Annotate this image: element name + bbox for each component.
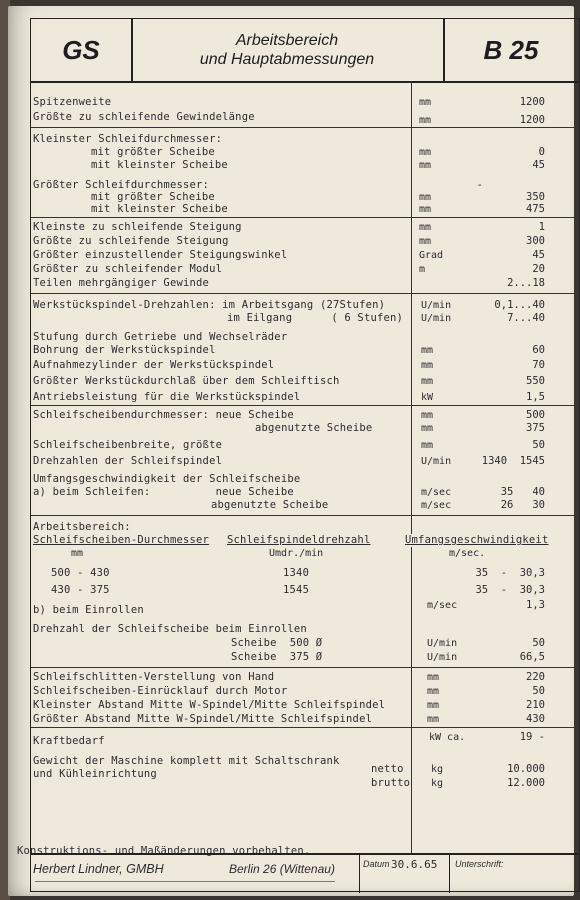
spec-label: Teilen mehrgängiger Gewinde [33,277,210,289]
spec-value: 50 [532,439,545,451]
work-table-unit-mm: mm [71,548,84,559]
spec-label: b) beim Einrollen [33,604,144,616]
spec-unit: mm [427,714,440,725]
spec-unit: kg [431,764,444,775]
spec-label: Kleinste zu schleifende Steigung [33,221,242,233]
spec-unit: mm [421,410,434,421]
spec-unit: U/min [427,638,458,649]
header-title [131,19,445,81]
spec-unit: kW ca. [429,732,466,743]
spec-label: Größter Schleifdurchmesser: [33,179,210,191]
spec-unit: mm [419,192,432,203]
section-divider [31,293,579,294]
spec-value: 350 [526,191,545,203]
spec-label: a) beim Schleifen: neue Scheibe [33,486,294,498]
spec-label: abgenutzte Scheibe [255,422,373,434]
footer-city: Berlin 26 (Wittenau) [229,862,335,876]
spec-unit: U/min [421,456,452,467]
spec-label: Gewicht der Maschine komplett mit Schaltschrank [33,755,340,767]
spec-label: Aufnahmezylinder der Werkstückspindel [33,359,275,371]
spec-label: Größter Werkstückdurchlaß über dem Schleiftisch [33,375,340,387]
work-table-col-speed: Schleifspindeldrehzahl [227,534,371,546]
spec-value: 430 [526,713,545,725]
spec-label: Drehzahl der Schleifscheibe beim Einrollen [33,623,307,635]
spec-label: im Eilgang ( 6 Stufen) [227,312,404,324]
spec-value: 1200 [519,114,545,126]
work-table-unit-msec: m/sec. [449,548,486,559]
footer-signature-block [449,855,579,893]
work-table-col-velocity: Umfangsgeschwindigkeit [405,534,549,546]
spec-label: und Kühleinrichtung [33,768,157,780]
spec-label: Spitzenweite [33,96,112,108]
spec-value: 0,1...40 [494,299,545,311]
spec-label: Scheibe 375 Ø [231,651,323,663]
section-divider [31,405,579,406]
spec-unit: mm [419,204,432,215]
spec-value: 550 [526,375,545,387]
spec-value: 45 [532,159,545,171]
spec-label: Schleifschlitten-Verstellung von Hand [33,671,275,683]
spec-unit: U/min [421,300,452,311]
spec-label: Antriebsleistung für die Werkstückspindel [33,391,301,403]
spec-label: Größte zu schleifende Gewindelänge [33,111,255,123]
work-table-col-diameter: Schleifscheiben-Durchmesser [33,534,210,546]
spec-value: 220 [526,671,545,683]
spec-unit: mm [421,345,434,356]
work-table-title: Arbeitsbereich: [33,521,131,533]
spec-unit: m/sec [427,600,458,611]
spec-value: 50 [532,685,545,697]
work-table-diameter: 430 - 375 [51,584,110,596]
section-divider [31,127,579,128]
section-divider [31,515,579,516]
disclaimer-note: Konstruktions- und Maßänderungen vorbehalten. [17,845,311,857]
spec-unit: U/min [421,313,452,324]
spec-value: 1,3 [526,599,545,611]
spec-value: 1 [538,221,545,233]
spec-label: Kraftbedarf [33,735,105,747]
work-table-unit-rpm: Umdr./min [269,548,324,559]
spec-unit: m/sec [421,487,452,498]
section-divider [31,217,579,218]
spec-sheet-frame [17,18,580,892]
spec-unit: mm [427,672,440,683]
spec-label: Kleinster Schleifdurchmesser: [33,133,223,145]
spec-value: 7...40 [507,312,545,324]
spec-label: Größter Abstand Mitte W-Spindel/Mitte Schleifspindel [33,713,373,725]
spec-label: Bohrung der Werkstückspindel [33,344,216,356]
spec-label: Stufung durch Getriebe und Wechselräder [33,331,288,343]
spec-label: Schleifscheibendurchmesser: neue Scheibe [33,409,294,421]
header-model-number: B 25 [483,34,539,65]
spec-label: mit größter Scheibe [91,191,215,203]
spec-value: 70 [532,359,545,371]
spec-unit: mm [419,115,432,126]
work-table-speed: 1340 [283,567,310,579]
spec-unit: mm [419,147,432,158]
work-table-diameter: 500 - 430 [51,567,110,579]
spec-label: Größter einzustellender Steigungswinkel [33,249,288,261]
footer-date-label: Datum [363,859,390,869]
weight-brutto-label: brutto [371,777,411,789]
spec-label: abgenutzte Scheibe [211,499,329,511]
spec-label: Drehzahlen der Schleifspindel [33,455,223,467]
spec-unit: mm [421,360,434,371]
section-divider [31,667,579,668]
spec-label: Schleifscheibenbreite, größte [33,439,223,451]
footer-subline-rule [35,881,335,882]
spec-unit: mm [419,160,432,171]
spec-unit: mm [419,222,432,233]
spec-value: 300 [526,235,545,247]
spec-value: 45 [532,249,545,261]
spec-unit: kW [421,392,434,403]
spec-value: 35 40 [500,486,545,498]
footer-date: 30.6.65 [391,858,438,871]
header [31,19,579,83]
spec-unit: m [419,264,426,275]
work-table-speed: 1545 [283,584,310,596]
unit-column-divider [411,81,412,853]
spec-unit: mm [427,686,440,697]
spec-label: mit größter Scheibe [91,146,215,158]
spec-value: 60 [532,344,545,356]
spec-unit: U/min [427,652,458,663]
spec-unit: Grad [419,250,444,261]
spec-value: 26 30 [500,499,545,511]
spec-value: 1,5 [526,391,545,403]
spec-unit: mm [421,376,434,387]
spec-unit: m/sec [421,500,452,511]
spec-value: 1200 [519,96,545,108]
spec-value: 19 - [519,731,545,743]
header-model-code: GS [31,19,133,81]
weight-netto-label: netto [371,763,404,775]
spec-value: 20 [532,263,545,275]
spec-value: 12.000 [507,777,545,789]
spec-unit: mm [421,423,434,434]
spec-unit: kg [431,778,444,789]
spec-label: mit kleinster Scheibe [91,203,228,215]
spec-label: Werkstückspindel-Drehzahlen: im Arbeitsgang (27Stufen) [33,299,386,311]
spec-label: Kleinster Abstand Mitte W-Spindel/Mitte Schleifspindel [33,699,386,711]
spec-value: 10.000 [507,763,545,775]
spec-value: 1340 1545 [481,455,545,467]
spec-label: Größter zu schleifender Modul [33,263,223,275]
spec-value: 2...18 [507,277,545,289]
header-title-line1: Arbeitsbereich [235,32,339,49]
spec-value: 50 [532,637,545,649]
spec-value: 375 [526,422,545,434]
footer-company: Herbert Lindner, GMBH [33,862,164,876]
footer-date-block [359,855,450,893]
document-page [8,6,574,896]
spec-unit: mm [419,236,432,247]
spec-value: 210 [526,699,545,711]
spec-label: Umfangsgeschwindigkeit der Schleifscheibe [33,473,301,485]
spec-label: mit kleinster Scheibe [91,159,228,171]
footer-company-block [31,855,360,893]
spec-value: 475 [526,203,545,215]
section-divider [31,727,579,728]
spec-label: Größte zu schleifende Steigung [33,235,229,247]
spec-value: 0 [538,146,545,158]
spec-unit: mm [421,440,434,451]
spec-unit: mm [427,700,440,711]
footer [31,853,579,893]
work-table-velocity: 35 - 30,3 [475,567,545,579]
work-table-velocity: 35 - 30,3 [475,584,545,596]
header-title-line2: und Hauptabmessungen [199,51,375,68]
spec-value: 500 [526,409,545,421]
spec-value: - [476,179,483,191]
spec-unit: mm [419,97,432,108]
spec-label: Schleifscheiben-Einrücklauf durch Motor [33,685,288,697]
spec-label: Scheibe 500 Ø [231,637,323,649]
spec-value: 66,5 [519,651,545,663]
footer-signature-label: Unterschrift: [455,859,504,869]
